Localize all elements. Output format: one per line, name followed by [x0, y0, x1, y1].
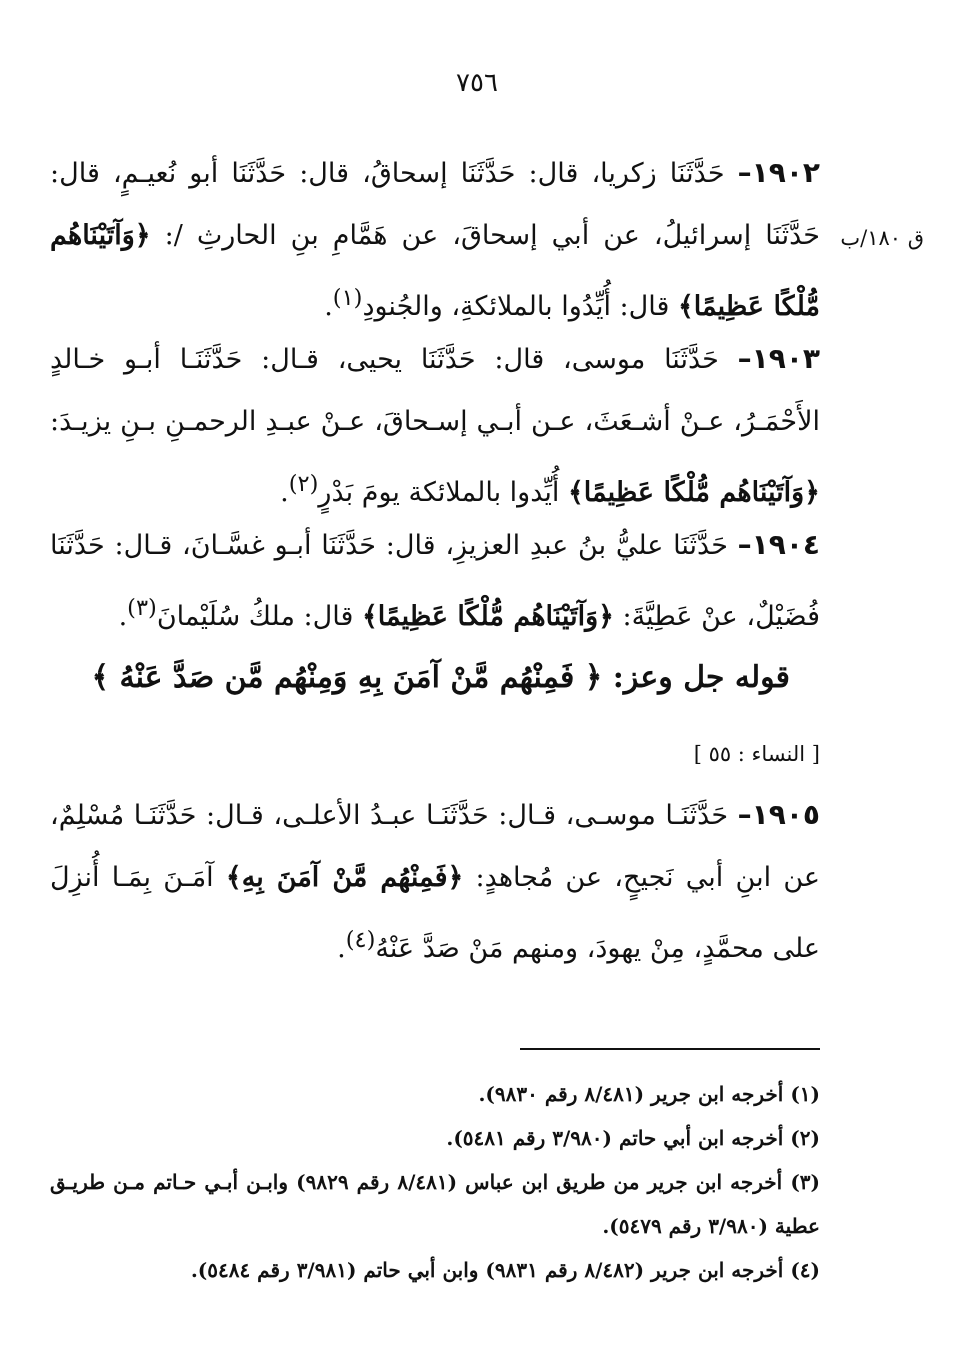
hadith-text: حَدَّثَنَا عليُّ بنُ عبدِ العزيزِ، قال: حَدَّثَنَا أبـو غسَّـانَ، قـال: حَدَّثَنَا فُضَيْلٌ، عنْ عَطِيَّةَ: [50, 530, 820, 632]
verse-heading-prefix: قوله جل وعز: [602, 660, 790, 695]
punctuation: . [324, 291, 333, 322]
hadith-number: ١٩٠٣– [737, 342, 820, 375]
footnote-marker: (٣) [127, 595, 157, 621]
quran-quote: ﴿وَآتَيْنَاهُم مُّلْكًا عَظِيمًا﴾ [50, 220, 820, 322]
footnote-2: (٢) أخرجه ابن أبي حاتم (٣/٩٨٠ رقم ٥٤٨١). [446, 1126, 820, 1150]
hadith-1904 [50, 514, 820, 648]
punctuation: . [337, 933, 346, 964]
footnote-3: (٣) أخرجه ابن جرير من طريق ابن عباس (٨/٤٨١ رقم ٩٨٢٩) وابـن أبـي حـاتم مـن طريـق عطية (٣/٩٨٠ رقم ٥٤٧٩). [50, 1170, 820, 1238]
hadith-number: ١٩٠٥– [737, 798, 820, 831]
hadith-number: ١٩٠٤– [737, 528, 820, 561]
verse-reference: [ النساء : ٥٥ ] [693, 742, 820, 766]
verse-heading [50, 660, 790, 695]
quran-quote: ﴿وَآتَيْنَاهُم مُّلْكًا عَظِيمًا﴾ [567, 477, 820, 508]
punctuation: . [118, 601, 128, 632]
hadith-text: قال: أُيِّدُوا بالملائكةِ، والجُنودِ [362, 291, 678, 322]
verse-heading-quran: ﴿ فَمِنْهُم مَّنْ آمَنَ بِهِ وَمِنْهُم مَّن صَدَّ عَنْهُ ﴾ [91, 660, 603, 695]
hadith-text: أُيِّدوا بالملائكة يومَ بَدْرٍ [318, 477, 568, 508]
footnote-4: (٤) أخرجه ابن جرير (٨/٤٨٢ رقم ٩٨٣١) وابن أبي حاتم (٣/٩٨١ رقم ٥٤٨٤). [190, 1258, 820, 1282]
hadith-text: حَدَّثَنَـا موسـى، قـال: حَدَّثَنَـا عبـدُ الأعلـى، قـال: حَدَّثَنَـا مُسْلِمٌ، عن ابنِ أبي نَجيحٍ، عن مُجاهدٍ: [50, 800, 820, 893]
footnote-marker: (٢) [288, 471, 319, 497]
punctuation: . [280, 477, 289, 508]
hadith-number: ١٩٠٢– [737, 156, 820, 189]
hadith-1902 [50, 142, 820, 338]
page-number: ٧٥٦ [456, 68, 498, 98]
manuscript-folio-note: ق ١٨٠/ب [840, 226, 924, 250]
quran-quote: ﴿فَمِنْهُم مَّنْ آمَنَ بِهِ﴾ [225, 862, 464, 893]
hadith-1905 [50, 784, 820, 980]
footnote-divider [520, 1048, 820, 1050]
footnote-marker: (١) [332, 285, 363, 311]
footnote-1: (١) أخرجه ابن جرير (٨/٤٨١ رقم ٩٨٣٠). [478, 1082, 820, 1106]
footnote-marker: (٤) [345, 927, 376, 953]
hadith-text: حَدَّثَنَا موسى، قال: حَدَّثَنَا يحيى، قـال: حَدَّثَنَـا أبـو خـالدٍ الأَحْمَـرُ، عـنْ أشـعَثَ، عـن أبـي إسـحاقَ، عـنْ عبـدِ الرحمـنِ بـنِ يزيـدَ: [50, 344, 820, 437]
hadith-1903 [50, 328, 820, 524]
hadith-text: آمَـنَ بِمَـا أُنزِلَ على محمَّدٍ، مِنْ يهودَ، ومنهم مَنْ صَدَّ عَنْهُ [50, 862, 820, 964]
hadith-text: حَدَّثَنَا زكريا، قال: حَدَّثَنَا إسحاقُ، قال: حَدَّثَنَا أبو نُعيـمٍ، قال: حَدَّثَنَا إسرائيلُ، عن أبي إسحاقَ، عن هَمَّامِ بنِ الحارثِ /: [50, 158, 820, 251]
hadith-text: قال: ملكُ سُلَيْمانَ [156, 601, 362, 632]
quran-quote: ﴿وَآتَيْنَاهُم مُّلْكًا عَظِيمًا﴾ [361, 601, 614, 632]
